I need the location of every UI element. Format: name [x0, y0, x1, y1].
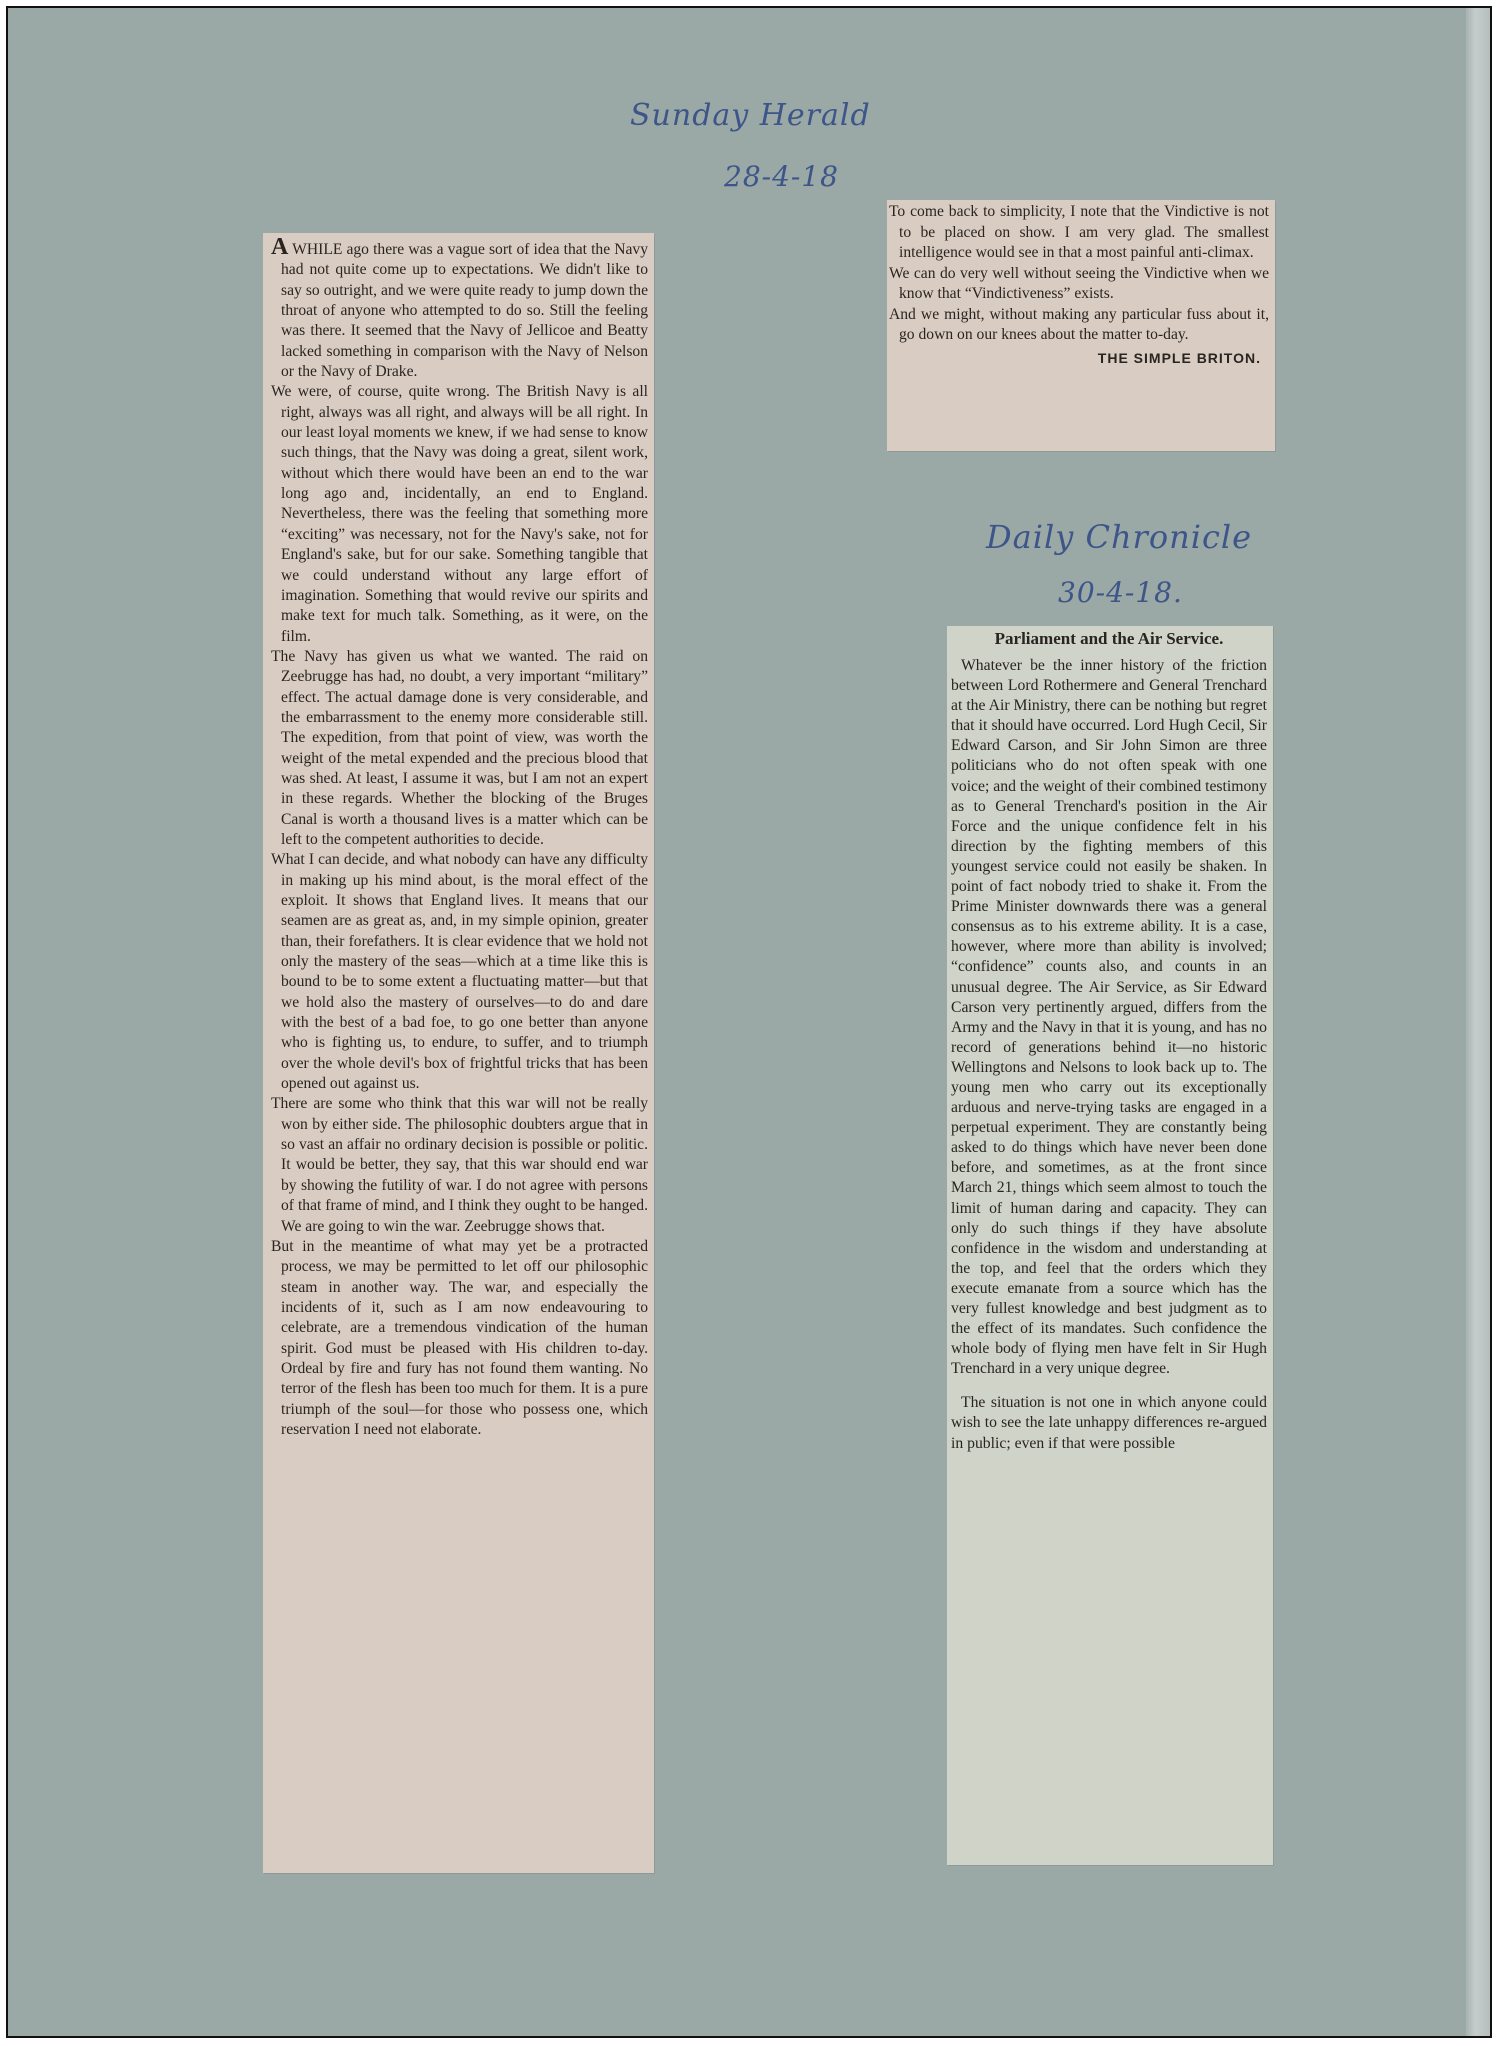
- chronicle-paragraph: The situation is not one in which anyone could wish to see the late unhappy differences re-argued in public; even if that were possible: [951, 1394, 1267, 1452]
- briton-signature: THE SIMPLE BRITON.: [1097, 349, 1261, 366]
- chronicle-date-note: 30-4-18.: [1058, 576, 1183, 609]
- daily-chronicle-clipping: [947, 626, 1273, 1865]
- briton-paragraph: And we might, without making any particular fuss about it, go down on our knees about the matter to-day.: [889, 305, 1269, 343]
- chronicle-paragraph: Whatever be the inner history of the friction between Lord Rothermere and General Trenchard at the Air Ministry, there can be nothing but regret that it should have occurred. Lord Hugh Cecil, Sir Edward Carson, and Sir John Simon are three politicians who do not often speak with one voice; and the weight of their combined testimony as to General Trenchard's position in the Air Force and the unique confidence felt in his direction by the fighting members of this youngest service could not easily be shaken. In point of fact nobody tried to shake it. From the Prime Minister downwards there was a general consensus as to his extreme ability. It is a case, however, where more than ability is involved; “confidence” counts also, and counts in an unusual degree. The Air Service, as Sir Edward Carson very pertinently argued, differs from the Army and the Navy in that it is young, and has no record of generations behind it—no historic Wellingtons and Nelsons to look back up to. The young men who carry out its exceptionally arduous and nerve-trying tasks are engaged in a perpetual experiment. They are constantly being asked to do things which have never been done before, and sometimes, as at the front since March 21, things which seem almost to touch the limit of human daring and capacity. They can only do such things if they have absolute confidence in the wisdom and understanding at the top, and feel that the orders which they execute emanate from a source which has the very fullest knowledge and best judgment as to the effect of its mandates. Such confidence the whole body of flying men have felt in Sir Hugh Trenchard in a very unique degree.: [951, 657, 1267, 1378]
- herald-date-note: 28-4-18: [724, 160, 839, 193]
- chronicle-source-note: Daily Chronicle: [986, 518, 1253, 556]
- herald-paragraph: There are some who think that this war will not be really won by either side. The philosophic doubters argue that in so vast an affair no ordinary decision is possible or politic. It would be better, they say, that this war should end war by showing the futility of war. I do not agree with persons of that frame of mind, and I think they ought to be hanged. We are going to win the war. Zeebrugge shows that.: [271, 1095, 648, 1235]
- herald-source-note: Sunday Herald: [630, 98, 871, 133]
- sunday-herald-clipping: [263, 233, 654, 1873]
- herald-paragraph: The Navy has given us what we wanted. The raid on Zeebrugge has had, no doubt, a very important “military” effect. The actual damage done is very considerable, and the embarrassment to the enemy more considerable still. The expedition, from that point of view, was worth the weight of the metal expended and the precious blood that was shed. At least, I assume it was, but I am not an expert in these regards. Whether the blocking of the Bruges Canal is worth a thousand lives is a matter which can be left to the competent authorities to decide.: [271, 647, 648, 848]
- chronicle-headline: Parliament and the Air Service.: [994, 629, 1224, 648]
- herald-paragraph: But in the meantime of what may yet be a protracted process, we may be permitted to let off our philosophic steam in another way. The war, and especially the incidents of it, such as I am now endeavouring to celebrate, are a tremendous vindication of the human spirit. God must be pleased with His children to-day. Ordeal by fire and fury has not found them wanting. No terror of the flesh has been too much for them. It is a pure triumph of the soul—for those who possess one, which reservation I need not elaborate.: [271, 1237, 648, 1438]
- herald-paragraph: A WHILE ago there was a vague sort of idea that the Navy had not quite come up to expectations. We didn't like to say so outright, and we were quite ready to jump down the throat of anyone who attempted to do so. Still the feeling was there. It seemed that the Navy of Jellicoe and Beatty lacked something in comparison with the Navy of Nelson or the Navy of Drake.: [271, 234, 648, 381]
- herald-paragraph: What I can decide, and what nobody can have any difficulty in making up his mind about, is the moral effect of the exploit. It shows that England lives. It means that our seamen are as great as, and, in my simple opinion, greater than, their forefathers. It is clear evidence that we hold not only the mastery of the seas—which at a time like this is bound to be to some extent a fluctuating matter—but that we hold also the mastery of ourselves—to do and dare with the best of a bad foe, to go one better than anyone who is fighting us, to endure, to suffer, and to triumph over the whole devil's box of frightful tricks that has been opened out against us.: [271, 851, 648, 1093]
- simple-briton-clipping: [887, 200, 1275, 451]
- briton-paragraph: We can do very well without seeing the Vindictive when we know that “Vindictiveness” exists.: [889, 264, 1269, 302]
- herald-paragraph: We were, of course, quite wrong. The British Navy is all right, always was all right, and always will be all right. In our least loyal moments we knew, if we had sense to know such things, that the Navy was doing a great, silent work, without which there would have been an end to the war long ago and, incidentally, an end to England. Nevertheless, there was the feeling that something more “exciting” was necessary, not for the Navy's sake, not for England's sake, but for our sake. Something tangible that we could understand without any large effort of imagination. Something that would revive our spirits and make text for much talk. Something, as it were, on the film.: [271, 383, 648, 645]
- briton-paragraph: To come back to simplicity, I note that the Vindictive is not to be placed on show. I am very glad. The smallest intelligence would see in that a most painful anti-climax.: [889, 203, 1269, 261]
